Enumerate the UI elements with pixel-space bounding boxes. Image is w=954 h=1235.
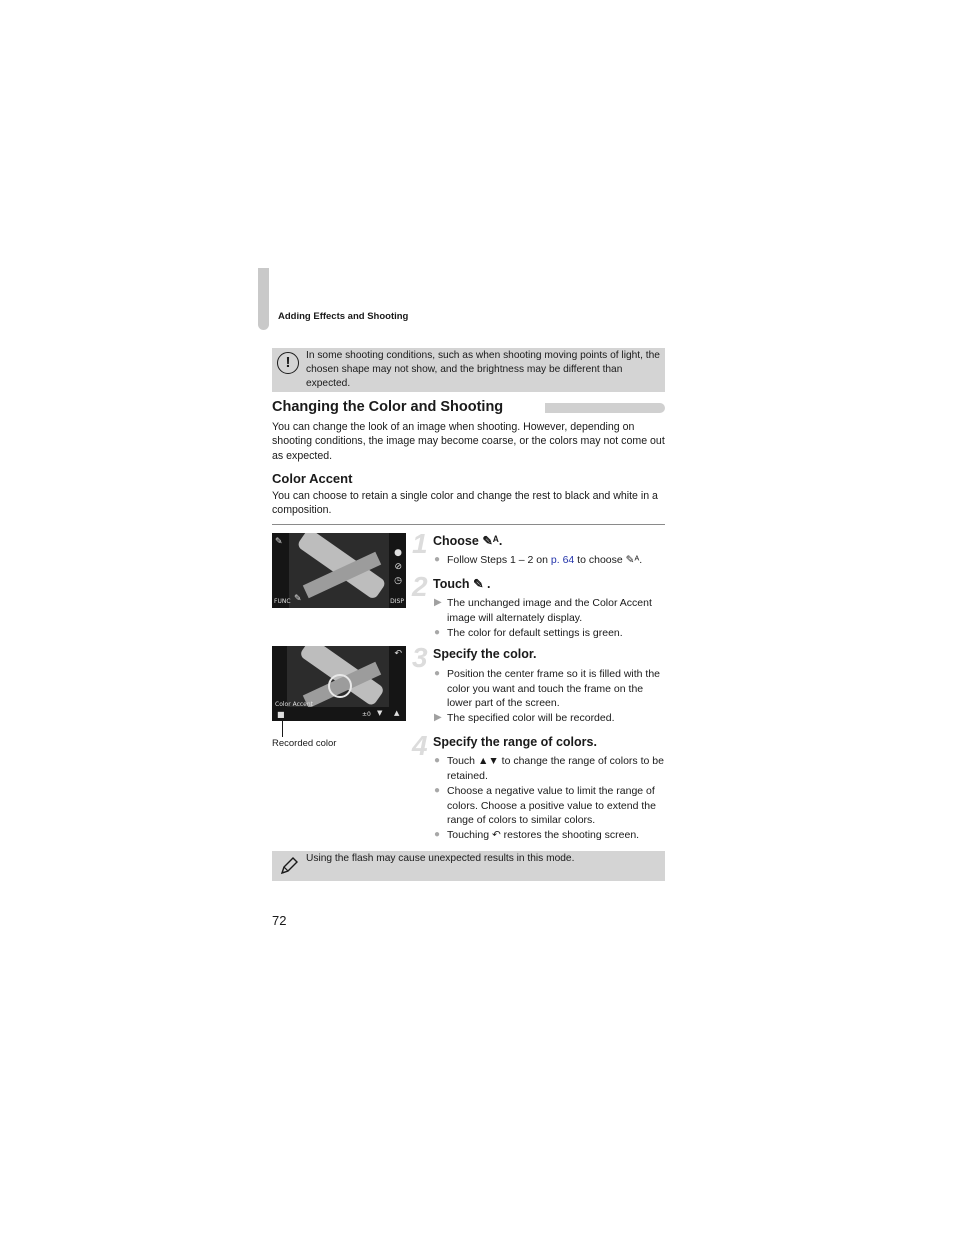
timer-icon: ◷ bbox=[394, 576, 402, 586]
caution-icon: ! bbox=[277, 352, 299, 374]
step-title: Touch ✎ . bbox=[433, 577, 491, 591]
step-bullet: ▶ The unchanged image and the Color Accent image will alternately display. bbox=[434, 597, 652, 624]
note-box bbox=[272, 851, 665, 881]
dropper-icon: ✎ bbox=[294, 594, 302, 604]
step-bullet: ● Choose a negative value to limit the range of colors. Choose a positive value to extend the range of colors to similar colors. bbox=[434, 785, 656, 827]
title-bar-decoration bbox=[545, 403, 665, 413]
recorded-color-label: Recorded color bbox=[272, 738, 337, 749]
step-bullet: ● Touching ↶ restores the shooting screen. bbox=[434, 829, 640, 841]
step-bullet: ● Touch ▲▼ to change the range of colors to be retained. bbox=[434, 755, 664, 782]
recorded-color-swatch: ■ bbox=[277, 710, 285, 719]
disp-label: DISP bbox=[390, 598, 404, 605]
up-arrow-icon: ▲ bbox=[394, 709, 400, 717]
intro-paragraph: You can change the look of an image when shooting. However, depending on shooting conditions, the image may become coarse, or the colors may not come out as expected. bbox=[272, 421, 665, 462]
back-icon: ↶ bbox=[394, 649, 402, 659]
down-arrow-icon: ▼ bbox=[377, 709, 383, 717]
color-accent-icon: ✎ᴬ bbox=[482, 534, 499, 548]
pencil-icon bbox=[278, 855, 300, 877]
flash-icon: ⊘ bbox=[394, 562, 402, 572]
section-header: Adding Effects and Shooting bbox=[278, 311, 409, 322]
camera-screen-1 bbox=[272, 533, 406, 608]
step-number: 2 bbox=[412, 571, 428, 602]
step-bullet: ● The color for default settings is green. bbox=[434, 627, 623, 639]
step-bullet: ● Follow Steps 1 – 2 on p. 64 to choose ✎ᴬ. bbox=[434, 554, 643, 566]
mode-label: Color Accent bbox=[275, 701, 314, 708]
center-frame bbox=[328, 674, 352, 698]
step-bullet: ● Position the center frame so it is filled with the color you want and touch the frame on the lower part of the screen. bbox=[434, 668, 661, 710]
caution-text: In some shooting conditions, such as when shooting moving points of light, the chosen shape may not show, and the brightness may be different than expected. bbox=[306, 350, 660, 389]
step-number: 1 bbox=[412, 528, 428, 559]
step-bullet: ▶ The specified color will be recorded. bbox=[434, 712, 615, 724]
setting-icon: ● bbox=[394, 548, 402, 558]
up-down-arrows-icon: ▲▼ bbox=[477, 755, 499, 767]
step-title: Specify the range of colors. bbox=[433, 735, 597, 749]
page-link[interactable]: p. 64 bbox=[550, 554, 575, 566]
eyedropper-icon: ✎ bbox=[473, 577, 484, 591]
page-number: 72 bbox=[272, 913, 287, 928]
camera-screen-2 bbox=[272, 646, 406, 721]
func-label: FUNC bbox=[274, 598, 291, 605]
color-accent-mode-icon: ✎ bbox=[275, 537, 283, 547]
chapter-tab bbox=[258, 268, 269, 330]
color-accent-icon: ✎ᴬ bbox=[625, 554, 640, 566]
step-number: 4 bbox=[412, 730, 428, 761]
step-title: Choose ✎ᴬ. bbox=[433, 534, 503, 548]
subsection-title: Color Accent bbox=[272, 471, 353, 486]
divider bbox=[272, 524, 665, 525]
range-value: ±0 bbox=[362, 711, 371, 718]
section-title: Changing the Color and Shooting bbox=[272, 399, 513, 415]
step-number: 3 bbox=[412, 642, 428, 673]
callout-line bbox=[282, 719, 283, 737]
back-icon: ↶ bbox=[491, 829, 501, 841]
step-title: Specify the color. bbox=[433, 647, 537, 661]
caution-box bbox=[272, 348, 665, 392]
subsection-description: You can choose to retain a single color and change the rest to black and white in a composition. bbox=[272, 490, 658, 517]
note-text: Using the flash may cause unexpected results in this mode. bbox=[306, 853, 575, 864]
